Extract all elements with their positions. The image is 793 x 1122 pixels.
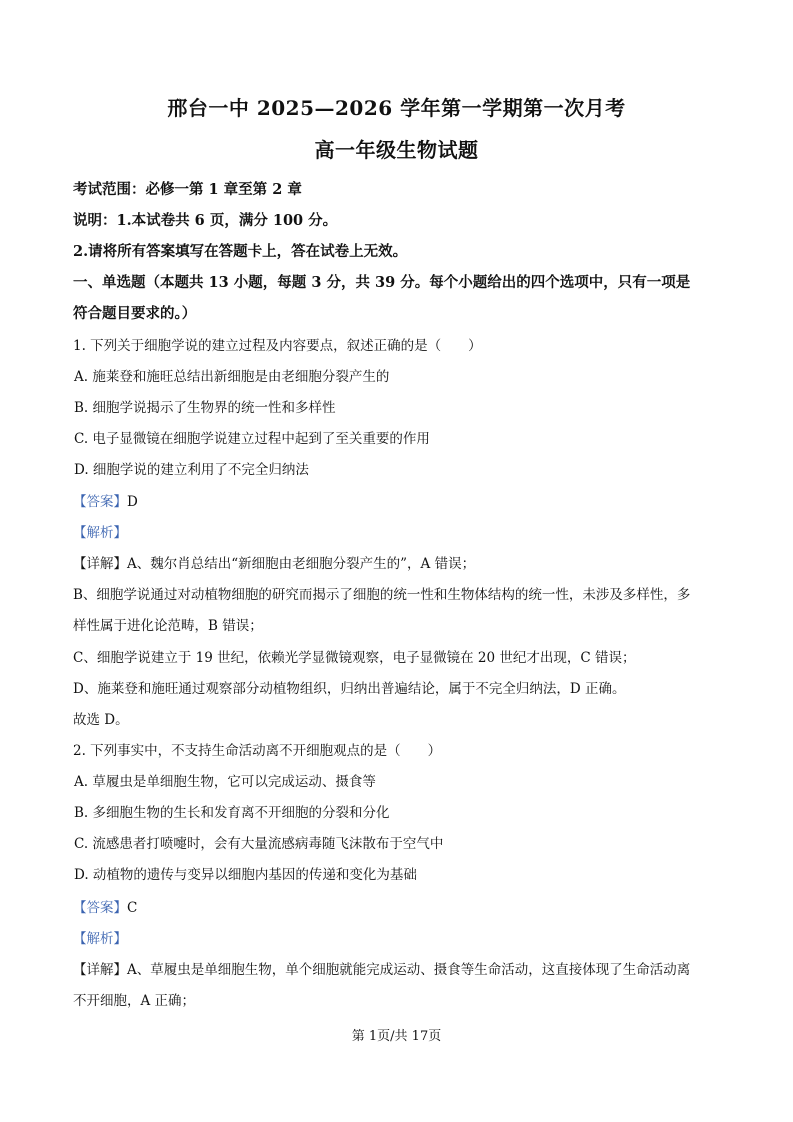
- exam-note-2: 2.请将所有答案填写在答题卡上，答在试卷上无效。: [73, 243, 408, 260]
- q1-detail-2a: B、细胞学说通过对动植物细胞的研究而揭示了细胞的统一性和生物体结构的统一性，未涉及多样性，多: [73, 587, 691, 603]
- section-heading-line-2: 符合题目要求的。）: [73, 305, 197, 322]
- q2-option-c: C. 流感患者打喷嚏时，会有大量流感病毒随飞沫散布于空气中: [74, 836, 444, 852]
- q1-detail-2b: 样性属于进化论范畴，B 错误；: [73, 618, 263, 634]
- q1-analysis-tag: [73, 521, 127, 541]
- analysis-tag: 【解析】: [73, 931, 127, 947]
- q2-answer: [73, 896, 137, 916]
- q1-stem: 1. 下列关于细胞学说的建立过程及内容要点，叙述正确的是（ ）: [73, 338, 482, 354]
- q1-detail-1-text: A、魏尔肖总结出“新细胞由老细胞分裂产生的”，A 错误；: [127, 556, 476, 572]
- q2-detail-1b: 不开细胞，A 正确；: [73, 993, 196, 1009]
- q2-stem: 2. 下列事实中，不支持生命活动离不开细胞观点的是（ ）: [73, 743, 442, 759]
- q1-detail-4: D、施莱登和施旺通过观察部分动植物组织，归纳出普遍结论，属于不完全归纳法，D 正确。: [73, 681, 626, 697]
- q1-answer: [73, 490, 138, 510]
- q1-option-a: A. 施莱登和施旺总结出新细胞是由老细胞分裂产生的: [74, 369, 390, 385]
- q1-detail-1: [73, 552, 475, 572]
- q1-option-d: D. 细胞学说的建立利用了不完全归纳法: [74, 462, 309, 478]
- answer-tag: 【答案】: [73, 900, 127, 916]
- page-footer: 第 1页/共 17页: [351, 1029, 442, 1044]
- q2-option-a: A. 草履虫是单细胞生物，它可以完成运动、摄食等: [74, 774, 376, 790]
- answer-tag: 【答案】: [73, 494, 127, 510]
- section-heading-line-1: 一、单选题（本题共 13 小题，每题 3 分，共 39 分。每个小题给出的四个选项中，只有一项是: [73, 274, 691, 291]
- q2-detail-1a: [73, 958, 690, 978]
- q2-analysis-tag: [73, 927, 127, 947]
- exam-scope: 考试范围：必修一第 1 章至第 2 章: [73, 181, 302, 198]
- analysis-tag: 【解析】: [73, 525, 127, 541]
- exam-note-1: 说明：1.本试卷共 6 页，满分 100 分。: [73, 212, 338, 229]
- q2-answer-value: C: [127, 900, 138, 916]
- exam-subtitle: 高一年级生物试题: [314, 138, 479, 162]
- q1-option-b: B. 细胞学说揭示了生物界的统一性和多样性: [74, 400, 336, 416]
- q1-option-c: C. 电子显微镜在细胞学说建立过程中起到了至关重要的作用: [74, 431, 430, 447]
- q2-detail-1a-text: A、草履虫是单细胞生物，单个细胞就能完成运动、摄食等生命活动，这直接体现了生命活动离: [127, 962, 691, 978]
- detail-tag: 【详解】: [73, 556, 127, 572]
- q1-detail-3: C、细胞学说建立于 19 世纪，依赖光学显微镜观察，电子显微镜在 20 世纪才出现，C 错误；: [73, 650, 636, 666]
- q1-conclusion: 故选 D。: [73, 712, 129, 728]
- q1-answer-value: D: [127, 494, 138, 510]
- exam-title: 邢台一中 2025—2026 学年第一学期第一次月考: [167, 96, 626, 120]
- detail-tag: 【详解】: [73, 962, 127, 978]
- q2-option-b: B. 多细胞生物的生长和发育离不开细胞的分裂和分化: [74, 805, 390, 821]
- q2-option-d: D. 动植物的遗传与变异以细胞内基因的传递和变化为基础: [74, 867, 417, 883]
